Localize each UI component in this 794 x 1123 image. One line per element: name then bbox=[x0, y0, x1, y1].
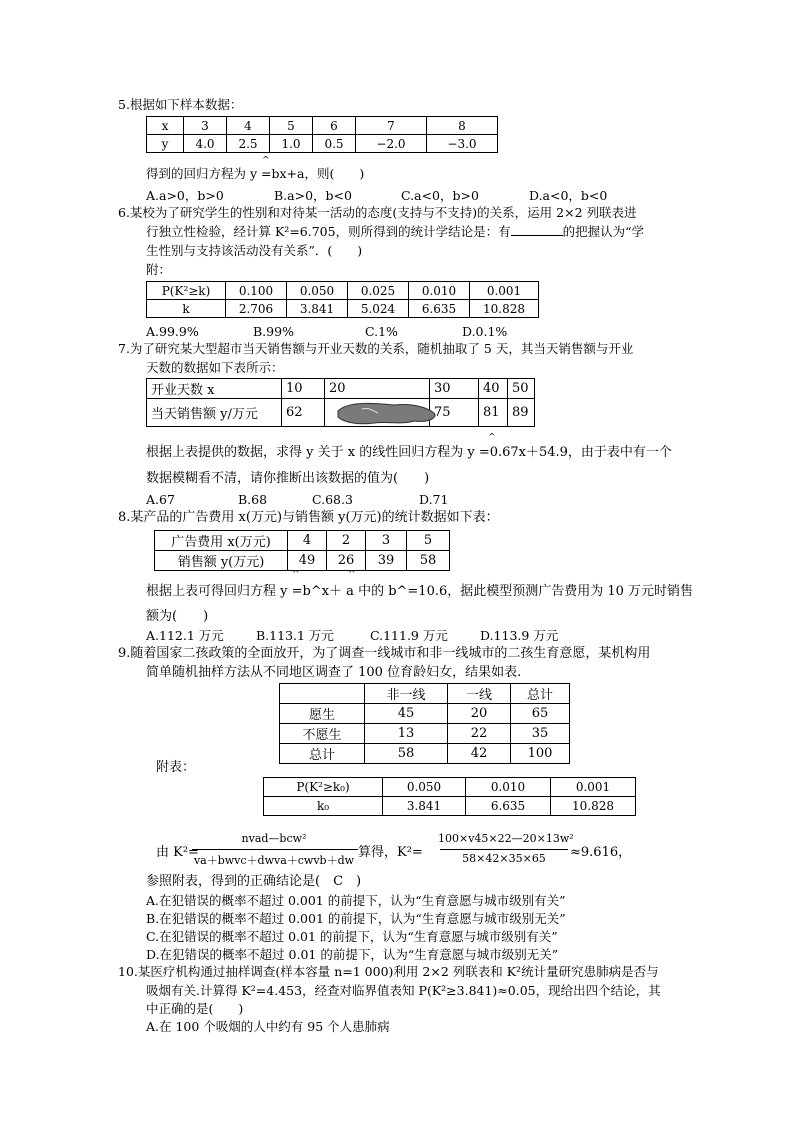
q10-stem-2: 吸烟有关.计算得 K²=4.453，经查对临界值表知 P(K²≥3.841)≈0.05，现给出四个结论，其 bbox=[146, 983, 661, 998]
q6-table bbox=[146, 281, 539, 318]
option-a: A.112.1 万元 bbox=[146, 628, 224, 643]
table-row: 广告费用 x(万元) 4 2 3 5 bbox=[155, 531, 450, 551]
formula-2-numerator: 100×v45×22—20×13w² bbox=[438, 832, 574, 845]
q7-options bbox=[146, 492, 448, 508]
q9-stem-1: 9.随着国家二孩政策的全面放开，为了调查一线城市和非一线城市的二孩生育意愿，某机构用 bbox=[118, 646, 651, 661]
option-d: D.在犯错误的概率不超过 0.01 的前提下，认为“生育意愿与城市级别无关” bbox=[146, 947, 559, 962]
option-d: D.113.9 万元 bbox=[480, 628, 559, 643]
q9-line: 参照附表，得到的正确结论是( C ) bbox=[146, 874, 362, 889]
formula-1-denominator: va＋bwvc＋dwva＋cwvb＋dw bbox=[193, 854, 355, 867]
table-row: 非一线 一线 总计 bbox=[280, 684, 570, 704]
q8-stem: 8.某产品的广告费用 x(万元)与销售额 y(万元)的统计数据如下表： bbox=[118, 510, 499, 525]
option-a: A.a>0，b>0 bbox=[146, 188, 224, 203]
q10-stem-3: 中正确的是( ) bbox=[146, 1001, 244, 1016]
hat-mark: ^ bbox=[348, 570, 356, 580]
option-d: D.a<0，b<0 bbox=[529, 188, 608, 203]
option-a: A.99.9% bbox=[146, 324, 199, 339]
option-b: B.113.1 万元 bbox=[256, 628, 334, 643]
fraction-bar bbox=[440, 849, 568, 850]
table-row: x 3 4 5 6 7 8 bbox=[147, 117, 498, 135]
q6-stem-2: 行独立性检验，经计算 K²=6.705，则所得到的统计学结论是：有 的把握认为“学 bbox=[146, 224, 644, 239]
q7-line-1: 根据上表提供的数据，求得 y 关于 x 的线性回归方程为 y =0.67x＋54.9，由于表中有一个 bbox=[146, 445, 672, 460]
q6-appendix: 附： bbox=[146, 262, 172, 277]
option-a: A.在 100 个吸烟的人中约有 95 个人患肺病 bbox=[146, 1019, 390, 1034]
q7-line-2: 数据模糊看不清，请你推断出该数据的值为( ) bbox=[146, 471, 430, 486]
q8-table bbox=[154, 530, 450, 571]
q5-options bbox=[146, 188, 607, 204]
q9-appendix-table bbox=[263, 777, 636, 816]
table-row: 销售额 y(万元) 49 26 39 58 bbox=[155, 551, 450, 571]
table-row: P(K²≥k₀) 0.050 0.010 0.001 bbox=[264, 778, 636, 797]
q9-stem-2: 简单随机抽样方法从不同地区调查了 100 位育龄妇女，结果如表. bbox=[146, 665, 522, 680]
table-row: k₀ 3.841 6.635 10.828 bbox=[264, 797, 636, 816]
q10-stem-1: 10.某医疗机构通过抽样调查(样本容量 n=1 000)利用 2×2 列联表和 K²统计量研究患肺病是否与 bbox=[118, 964, 659, 979]
answer-blank bbox=[511, 224, 563, 236]
option-c: C.111.9 万元 bbox=[370, 628, 448, 643]
formula-1-numerator: nvad—bcw² bbox=[241, 832, 307, 845]
formula-suffix: ≈9.616， bbox=[570, 845, 632, 860]
option-b: B.a>0，b<0 bbox=[274, 188, 352, 203]
option-c: C.68.3 bbox=[312, 492, 353, 507]
q9-table bbox=[279, 683, 570, 764]
option-c: C.1% bbox=[365, 324, 398, 339]
q7-stem-2: 天数的数据如下表所示： bbox=[146, 360, 284, 375]
hat-mark: ^ bbox=[262, 156, 270, 166]
formula-prefix: 由 K²= bbox=[156, 845, 199, 860]
hat-mark: ^ bbox=[488, 433, 496, 443]
option-d: D.71 bbox=[419, 492, 449, 507]
blurred-data-smudge bbox=[334, 399, 440, 429]
table-row: P(K²≥k) 0.100 0.050 0.025 0.010 0.001 bbox=[147, 282, 539, 300]
option-a: A.67 bbox=[146, 492, 175, 507]
hat-mark: ^ bbox=[292, 570, 300, 580]
q5-stem: 5.根据如下样本数据： bbox=[118, 97, 243, 112]
q8-line-1: 根据上表可得回归方程 y =b^x＋ a 中的 b^=10.6，据此模型预测广告费用为 10 万元时销售 bbox=[146, 584, 694, 599]
q8-line-2: 额为( ) bbox=[146, 609, 209, 624]
option-b: B.68 bbox=[238, 492, 268, 507]
q7-stem-1: 7.为了研究某大型超市当天销售额与开业天数的关系，随机抽取了 5 天，其当天销售额与开业 bbox=[118, 341, 634, 356]
q5-line: 得到的回归方程为 y =bx+a，则( ) bbox=[146, 166, 365, 181]
formula-2-denominator: 58×42×35×65 bbox=[462, 852, 546, 865]
fraction-bar bbox=[192, 849, 358, 850]
q9-appendix: 附表： bbox=[156, 760, 196, 775]
option-c: C.在犯错误的概率不超过 0.01 的前提下，认为“生育意愿与城市级别有关” bbox=[146, 929, 558, 944]
q5-table bbox=[146, 116, 498, 153]
option-b: B.99% bbox=[253, 324, 294, 339]
table-row: 不愿生 13 22 35 bbox=[280, 724, 570, 744]
q6-options bbox=[146, 324, 507, 340]
formula-mid: 算得，K²= bbox=[358, 845, 423, 860]
q6-stem-3: 生性别与支持该活动没有关系”．( ) bbox=[146, 243, 363, 258]
table-row: k 2.706 3.841 5.024 6.635 10.828 bbox=[147, 300, 539, 318]
q8-options bbox=[146, 628, 558, 644]
table-row: 总计 58 42 100 bbox=[280, 744, 570, 764]
table-row: 愿生 45 20 65 bbox=[280, 704, 570, 724]
table-row: y 4.0 2.5 1.0 0.5 −2.0 −3.0 bbox=[147, 135, 498, 153]
table-row: 开业天数 x 10 20 30 40 50 bbox=[147, 379, 535, 399]
q6-stem-1: 6.某校为了研究学生的性别和对待某一活动的态度(支持与不支持)的关系，运用 2×2 列联表进 bbox=[118, 205, 637, 220]
table-row: 当天销售额 y/万元 62 75 81 89 bbox=[147, 399, 535, 427]
option-a: A.在犯错误的概率不超过 0.001 的前提下，认为“生育意愿与城市级别有关” bbox=[146, 893, 566, 908]
option-d: D.0.1% bbox=[462, 324, 508, 339]
option-b: B.在犯错误的概率不超过 0.001 的前提下，认为“生育意愿与城市级别无关” bbox=[146, 911, 566, 926]
option-c: C.a<0，b>0 bbox=[401, 188, 479, 203]
